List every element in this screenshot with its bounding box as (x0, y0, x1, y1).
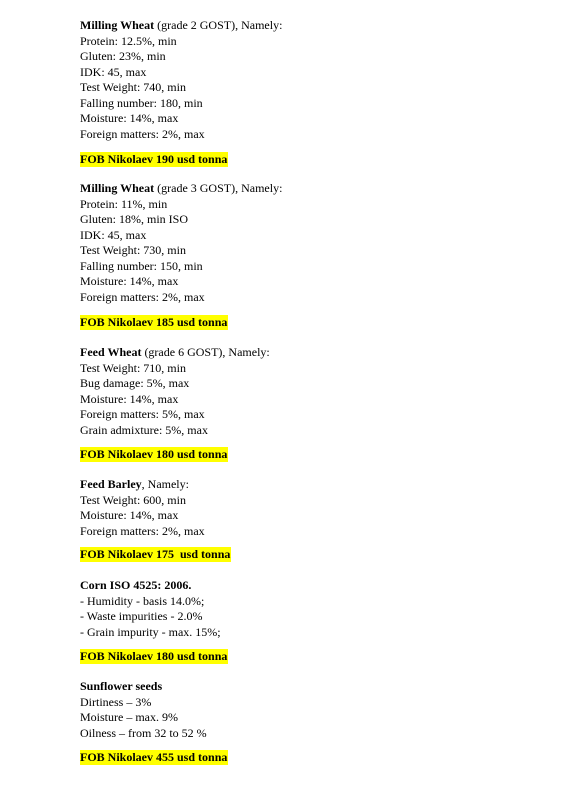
spec-line: Moisture: 14%, max (80, 508, 179, 522)
spec-line: Protein: 11%, min (80, 196, 168, 211)
product-heading (80, 181, 520, 197)
spec-line: Bug damage: 5%, max (80, 376, 190, 390)
spec-line: Foreign matters: 5%, max (80, 407, 205, 421)
price-highlight: FOB Nikolaev 455 usd tonna (80, 750, 228, 764)
product-heading-rest: (grade 6 GOST), Namely: (141, 345, 270, 359)
product-heading-rest: (grade 2 GOST), Namely: (154, 18, 283, 32)
spec-line: Falling number: 150, min (80, 258, 203, 273)
spec-line: Protein: 12.5%, min (80, 33, 177, 48)
price-highlight: FOB Nikolaev 175 usd tonna (80, 547, 231, 561)
spec-line: Test Weight: 730, min (80, 243, 186, 257)
product-section-feed-wheat (80, 345, 520, 438)
product-name: Sunflower seeds (80, 679, 163, 693)
spec-line: IDK: 45, max (80, 227, 147, 242)
product-section-milling-wheat-grade-3 (80, 181, 520, 305)
spec-line: Grain admixture: 5%, max (80, 422, 208, 437)
product-section-corn (80, 578, 520, 640)
product-section-milling-wheat-grade-2 (80, 18, 520, 142)
price-highlight: FOB Nikolaev 185 usd tonna (80, 315, 228, 329)
spec-line: Foreign matters: 2%, max (80, 289, 205, 304)
spec-line: Oilness – from 32 to 52 % (80, 725, 207, 740)
spec-line: Gluten: 18%, min ISO (80, 212, 188, 226)
spec-line: Gluten: 23%, min (80, 49, 166, 63)
price-highlight: FOB Nikolaev 180 usd tonna (80, 447, 228, 461)
spec-line: - Grain impurity - max. 15%; (80, 624, 221, 639)
product-name: Feed Wheat (80, 345, 142, 359)
spec-line: Dirtiness – 3% (80, 694, 152, 709)
spec-line: Test Weight: 740, min (80, 80, 186, 94)
spec-line: Moisture: 14%, max (80, 391, 179, 406)
spec-line: Foreign matters: 2%, max (80, 126, 205, 141)
product-heading (80, 345, 520, 361)
spec-line: - Humidity - basis 14.0%; (80, 593, 205, 608)
price-highlight: FOB Nikolaev 190 usd tonna (80, 152, 228, 166)
spec-line: Moisture – max. 9% (80, 710, 178, 724)
product-name: Milling Wheat (80, 18, 155, 32)
price-highlight: FOB Nikolaev 180 usd tonna (80, 649, 228, 663)
spec-line: IDK: 45, max (80, 64, 147, 79)
spec-line: Test Weight: 600, min (80, 492, 186, 507)
product-section-feed-barley (80, 477, 520, 539)
spec-line: Foreign matters: 2%, max (80, 523, 205, 538)
product-heading-rest: , Namely: (141, 477, 189, 491)
product-section-sunflower-seeds (80, 679, 520, 741)
product-heading (80, 18, 520, 34)
spec-line: Test Weight: 710, min (80, 360, 186, 375)
spec-line: - Waste impurities - 2.0% (80, 609, 203, 623)
product-name: Feed Barley (80, 477, 142, 491)
product-name: Corn ISO 4525: 2006. (80, 578, 192, 592)
product-name: Milling Wheat (80, 181, 155, 195)
product-heading (80, 679, 520, 695)
product-heading (80, 477, 520, 493)
product-heading (80, 578, 520, 594)
spec-line: Moisture: 14%, max (80, 274, 179, 288)
product-heading-rest: (grade 3 GOST), Namely: (154, 181, 283, 195)
spec-line: Moisture: 14%, max (80, 111, 179, 125)
spec-line: Falling number: 180, min (80, 95, 203, 110)
